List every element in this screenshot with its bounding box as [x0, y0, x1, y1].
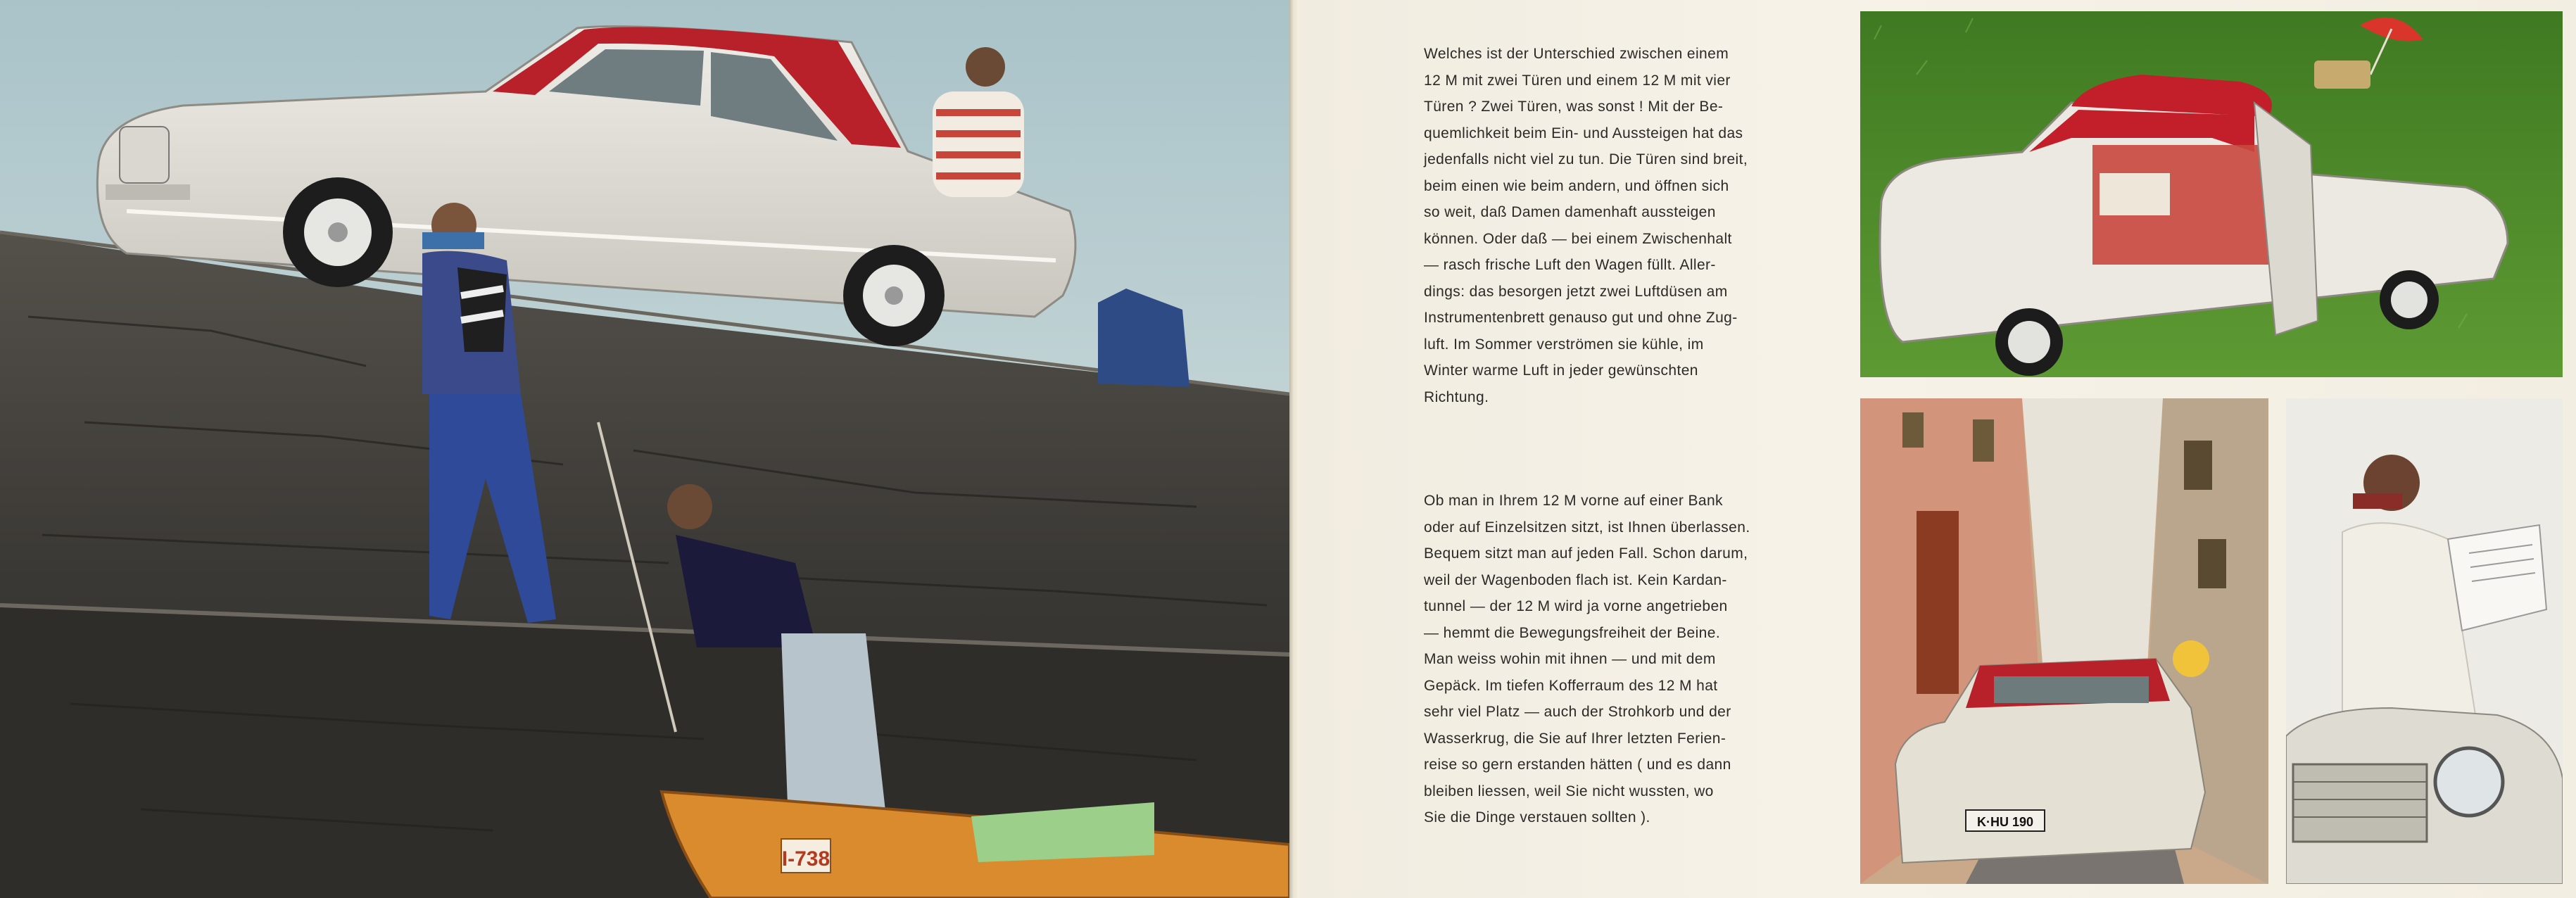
- grille: [2293, 764, 2427, 842]
- text-line: 12 M mit zwei Türen und einem 12 M mit vier: [1424, 72, 1731, 89]
- text-line: Bequem sitzt man auf jeden Fall. Schon darum,: [1424, 545, 1748, 562]
- boat-number: I-738: [781, 847, 831, 871]
- paragraph-doors: [1424, 41, 1781, 410]
- text-line: weil der Wagenboden flach ist. Kein Kardan-: [1424, 571, 1727, 588]
- text-line: Welches ist der Unterschied zwischen einem: [1424, 46, 1729, 62]
- paragraph-seating: [1424, 488, 1781, 831]
- text-line: oder auf Einzelsitzen sitzt, ist Ihnen überlassen.: [1424, 519, 1750, 536]
- headlight: [2435, 748, 2503, 816]
- text-line: beim einen wie beim andern, und öffnen sich: [1424, 177, 1729, 194]
- text-line: Ob man in Ihrem 12 M vorne auf einer Bank: [1424, 493, 1723, 509]
- woman-reading-photo: [2286, 398, 2563, 884]
- text-line: Gepäck. Im tiefen Kofferraum des 12 M hat: [1424, 677, 1718, 694]
- text-line: quemlichkeit beim Ein- und Aussteigen hat das: [1424, 125, 1743, 141]
- text-line: Man weiss wohin mit ihnen — und mit dem: [1424, 651, 1716, 667]
- car-front: [2286, 708, 2563, 884]
- text-line: Wasserkrug, die Sie auf Ihrer letzten Ferien-: [1424, 730, 1726, 747]
- book-gutter: [1289, 0, 1299, 898]
- car-on-grass-photo: [1860, 11, 2563, 377]
- text-line: Winter warme Luft in jeder gewünschten: [1424, 362, 1698, 379]
- text-line: reise so gern erstanden hätten ( und es dann: [1424, 757, 1731, 773]
- text-line: können. Oder daß — bei einem Zwischenhalt: [1424, 230, 1732, 247]
- text-line: Türen ? Zwei Türen, was sonst ! Mit der Be-: [1424, 99, 1724, 115]
- text-line: Instrumentenbrett genauso gut und ohne Zug-: [1424, 310, 1738, 326]
- text-line: — hemmt die Bewegungsfreiheit der Beine.: [1424, 624, 1721, 641]
- street-scene-photo: [1860, 398, 2268, 884]
- text-line: — rasch frische Luft den Wagen füllt. Aller-: [1424, 257, 1716, 273]
- text-line: dings: das besorgen jetzt zwei Luftdüsen am: [1424, 283, 1728, 300]
- passenger: [2100, 173, 2170, 215]
- balloon: [2173, 640, 2209, 677]
- headscarf: [2353, 493, 2402, 509]
- text-line: tunnel — der 12 M wird ja vorne angetrieben: [1424, 598, 1728, 614]
- text-line: luft. Im Sommer verströmen sie kühle, im: [1424, 336, 1704, 353]
- text-line: Richtung.: [1424, 388, 1489, 405]
- right-page: [1299, 0, 2576, 898]
- license-plate-text: K·HU 190: [1976, 815, 2034, 829]
- text-line: so weit, daß Damen damenhaft aussteigen: [1424, 204, 1716, 220]
- text-line: Sie die Dinge verstauen sollten ).: [1424, 809, 1650, 826]
- picnic-basket: [2314, 61, 2370, 89]
- doorway: [1917, 511, 1959, 694]
- text-line: bleiben liessen, weil Sie nicht wussten, wo: [1424, 783, 1714, 799]
- text-line: sehr viel Platz — auch der Strohkorb und der: [1424, 704, 1731, 720]
- text-line: jedenfalls nicht viel zu tun. Die Türen sind breit,: [1424, 151, 1748, 167]
